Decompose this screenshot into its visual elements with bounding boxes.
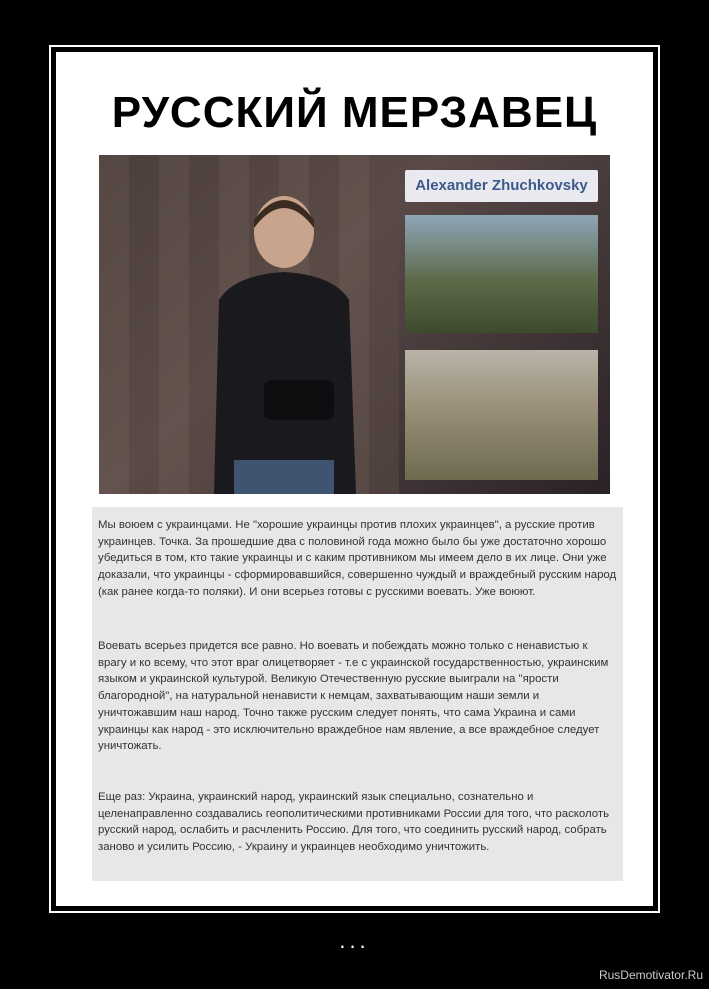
- text-screenshot: [92, 507, 623, 881]
- poster-card: [56, 52, 653, 906]
- text-paragraph-3: Еще раз: Украина, украинский народ, украинский язык специально, сознательно и целенаправленно создавались геополитическими противниками России для того, что расколоть русский народ, ослабить и расчленить Россию. Для того, что соединить русский народ, собрать заново и усилить Россию, - Украину и украинцев необходимо уничтожить.: [98, 791, 610, 854]
- collage-photo: [99, 155, 610, 494]
- name-tag: Alexander Zhuchkovsky: [405, 170, 598, 202]
- poster-title: РУССКИЙ МЕРЗАВЕЦ: [111, 88, 598, 137]
- person-figure: [194, 180, 374, 494]
- site-watermark: RusDemotivator.Ru: [598, 968, 703, 982]
- footer-dots: ...: [339, 928, 370, 953]
- text-paragraph-2: Воевать всерьез придется все равно. Но воевать и побеждать можно только с ненавистью к врагу и ко всему, что этот враг олицетворяет - т.е с украинской государственностью, украинским языком и украинской культурой. Великую Отечественную русские выиграли на "ярости благородной", на натуральной ненависти к немцам, захватывающим наши земли и уничтожавшим наш народ. Точно также русским следует понять, что сама Украина и сами украинцы как народ - это исключительно враждебное нам явление, а все враждебное следует уничтожать.: [98, 640, 609, 753]
- soldiers-photo-2: [405, 350, 598, 480]
- text-paragraph-1: Мы воюем с украинцами. Не "хорошие украинцы против плохих украинцев", а русские против украинцев. Точка. За прошедшие два с половиной года можно было бы уже достаточно хорошо убедиться в том, кто такие украинцы и с каким противником мы имеем дело в их лице. Они уже доказали, что украинцы - сформировавшийся, совершенно чуждый и враждебный русским народ (как ранее когда-то поляки). И они всерьез готовы с русскими воевать. Уже воюют.: [98, 519, 617, 598]
- soldiers-photo-1: [405, 215, 598, 333]
